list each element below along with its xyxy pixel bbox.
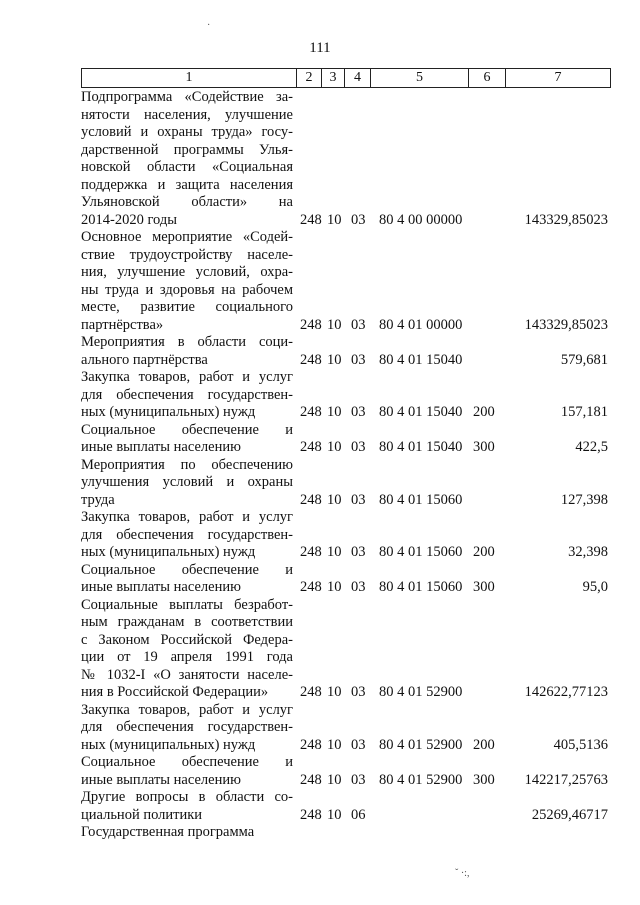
row-name-line: Социальные выплаты безработ- xyxy=(81,596,293,613)
row-name-line: Социальное обеспечение и xyxy=(81,421,293,438)
row-name-line: циальной политики xyxy=(81,806,203,823)
section-code: 10 xyxy=(327,404,342,420)
amount: 422,5 xyxy=(575,439,608,455)
amount: 25269,46717 xyxy=(531,806,608,823)
target-article-code: 80 4 01 15040 xyxy=(379,439,463,455)
amount: 157,181 xyxy=(560,404,608,420)
section-code: 10 xyxy=(327,351,342,368)
table-row xyxy=(81,824,610,842)
column-header-4: 4 xyxy=(345,69,371,88)
table-row xyxy=(81,754,610,789)
row-name-line: Мероприятия в области соци- xyxy=(81,334,293,350)
subsection-code: 03 xyxy=(351,771,366,788)
row-name-line: Основное мероприятие «Содей- xyxy=(81,229,293,245)
target-article-code: 80 4 01 52900 xyxy=(379,771,463,788)
row-name-line: труда xyxy=(81,491,115,508)
section-code: 10 xyxy=(327,211,342,228)
row-name-line: иные выплаты населению xyxy=(81,579,241,595)
table-row xyxy=(81,89,610,229)
row-name-line: нятости населения, улучшение xyxy=(81,106,293,123)
row-name-line: ального партнёрства xyxy=(81,351,208,368)
chapter-code: 248 xyxy=(300,439,322,455)
subsection-code: 03 xyxy=(351,404,366,420)
row-name-line: ны труда и здоровья на рабочем xyxy=(81,281,293,298)
column-header-2: 2 xyxy=(297,69,322,88)
row-name-line: иные выплаты населению xyxy=(81,439,241,455)
subsection-code: 03 xyxy=(351,439,366,455)
row-name-line: улучшения условий и охраны xyxy=(81,474,293,490)
row-name-line: с Законом Российской Федера- xyxy=(81,631,293,648)
chapter-code: 248 xyxy=(300,316,322,333)
chapter-code: 248 xyxy=(300,771,322,788)
table-header xyxy=(81,68,611,88)
column-header-1: 1 xyxy=(82,69,297,88)
target-article-code: 80 4 01 15060 xyxy=(379,579,463,595)
chapter-code: 248 xyxy=(300,404,322,420)
row-name-line: ния в Российской Федерации» xyxy=(81,684,269,700)
row-name xyxy=(81,334,293,369)
chapter-code: 248 xyxy=(300,544,322,560)
row-name-line: Другие вопросы в области со- xyxy=(81,789,293,805)
target-article-code: 80 4 01 52900 xyxy=(379,736,463,753)
row-name xyxy=(81,509,293,562)
amount: 405,5136 xyxy=(553,736,608,753)
row-name-line: Социальное обеспечение и xyxy=(81,561,293,578)
row-name xyxy=(81,702,293,755)
amount: 143329,85023 xyxy=(524,316,608,333)
table-row xyxy=(81,422,610,457)
chapter-code: 248 xyxy=(300,684,322,700)
column-header-3: 3 xyxy=(322,69,345,88)
table-row xyxy=(81,457,610,510)
row-name-line: 2014-2020 годы xyxy=(81,211,177,228)
row-name-line: Социальное обеспечение и xyxy=(81,754,293,770)
row-name-line: Подпрограмма «Содействие за- xyxy=(81,89,293,105)
budget-table-body xyxy=(81,89,610,842)
row-name xyxy=(81,754,293,789)
chapter-code: 248 xyxy=(300,579,322,595)
amount: 142217,25763 xyxy=(524,771,608,788)
target-article-code: 80 4 01 15060 xyxy=(379,544,463,560)
row-name-line: партнёрства» xyxy=(81,316,164,333)
scan-speck: · xyxy=(207,20,211,31)
row-name xyxy=(81,824,293,842)
row-name-line: иные выплаты населению xyxy=(81,771,241,788)
column-header-5: 5 xyxy=(371,69,469,88)
row-name-line: условий и охраны труда» госу- xyxy=(81,124,293,140)
subsection-code: 03 xyxy=(351,316,366,333)
table-row xyxy=(81,229,610,334)
table-row xyxy=(81,334,610,369)
row-name-line: поддержка и защита населения xyxy=(81,176,293,193)
column-header-7: 7 xyxy=(506,69,611,88)
row-name xyxy=(81,789,293,824)
row-name-line: для обеспечения государствен- xyxy=(81,719,293,735)
row-name-line: новской области «Социальная xyxy=(81,159,293,175)
expense-type-code: 200 xyxy=(473,736,495,753)
row-name-line: для обеспечения государствен- xyxy=(81,386,293,403)
row-name-line: для обеспечения государствен- xyxy=(81,526,293,543)
expense-type-code: 300 xyxy=(473,771,495,788)
chapter-code: 248 xyxy=(300,351,322,368)
row-name-line: ных (муниципальных) нужд xyxy=(81,544,256,560)
subsection-code: 03 xyxy=(351,579,366,595)
amount: 142622,77123 xyxy=(524,684,608,700)
section-code: 10 xyxy=(327,544,342,560)
row-name-line: Закупка товаров, работ и услуг xyxy=(81,369,293,385)
subsection-code: 03 xyxy=(351,736,366,753)
table-row xyxy=(81,597,610,702)
row-name-line: ных (муниципальных) нужд xyxy=(81,736,256,753)
table-row xyxy=(81,702,610,755)
amount: 127,398 xyxy=(560,491,608,508)
section-code: 10 xyxy=(327,806,342,823)
table-row xyxy=(81,369,610,422)
row-name-line: ции от 19 апреля 1991 года xyxy=(81,649,293,665)
subsection-code: 03 xyxy=(351,491,366,508)
subsection-code: 03 xyxy=(351,684,366,700)
section-code: 10 xyxy=(327,771,342,788)
row-name xyxy=(81,562,293,597)
target-article-code: 80 4 01 15040 xyxy=(379,404,463,420)
target-article-code: 80 4 01 15060 xyxy=(379,491,463,508)
column-header-6: 6 xyxy=(469,69,506,88)
chapter-code: 248 xyxy=(300,211,322,228)
expense-type-code: 200 xyxy=(473,544,495,560)
table-row xyxy=(81,789,610,824)
row-name-line: ния, улучшение условий, охра- xyxy=(81,264,293,280)
chapter-code: 248 xyxy=(300,806,322,823)
expense-type-code: 300 xyxy=(473,579,495,595)
expense-type-code: 300 xyxy=(473,439,495,455)
row-name xyxy=(81,229,293,334)
scan-speck: ˇ ·:, xyxy=(455,868,470,879)
row-name-line: дарственной программы Улья- xyxy=(81,141,293,158)
target-article-code: 80 4 01 52900 xyxy=(379,684,463,700)
row-name-line: Закупка товаров, работ и услуг xyxy=(81,701,293,718)
table-row xyxy=(81,509,610,562)
row-name-line: Государственная программа xyxy=(81,824,255,840)
section-code: 10 xyxy=(327,491,342,508)
subsection-code: 06 xyxy=(351,806,366,823)
row-name xyxy=(81,89,293,229)
target-article-code: 80 4 01 15040 xyxy=(379,351,463,368)
row-name-line: месте, развитие социального xyxy=(81,299,293,315)
row-name-line: № 1032-I «О занятости населе- xyxy=(81,666,293,683)
amount: 143329,85023 xyxy=(524,211,608,228)
section-code: 10 xyxy=(327,736,342,753)
table-row xyxy=(81,562,610,597)
subsection-code: 03 xyxy=(351,351,366,368)
target-article-code: 80 4 00 00000 xyxy=(379,211,463,228)
amount: 579,681 xyxy=(560,351,608,368)
section-code: 10 xyxy=(327,579,342,595)
row-name xyxy=(81,597,293,702)
target-article-code: 80 4 01 00000 xyxy=(379,316,463,333)
row-name-line: ных (муниципальных) нужд xyxy=(81,404,256,420)
page-number: 111 xyxy=(309,40,331,56)
row-name-line: Закупка товаров, работ и услуг xyxy=(81,509,293,525)
chapter-code: 248 xyxy=(300,491,322,508)
subsection-code: 03 xyxy=(351,544,366,560)
row-name xyxy=(81,422,293,457)
section-code: 10 xyxy=(327,316,342,333)
row-name-line: ным гражданам в соответствии xyxy=(81,614,293,630)
row-name-line: ствие трудоустройству населе- xyxy=(81,246,293,263)
amount: 32,398 xyxy=(568,544,608,560)
amount: 95,0 xyxy=(582,579,608,595)
subsection-code: 03 xyxy=(351,211,366,228)
section-code: 10 xyxy=(327,684,342,700)
row-name-line: Мероприятия по обеспечению xyxy=(81,456,293,473)
row-name xyxy=(81,369,293,422)
row-name-line: Ульяновской области» на xyxy=(81,194,293,210)
expense-type-code: 200 xyxy=(473,404,495,420)
section-code: 10 xyxy=(327,439,342,455)
row-name xyxy=(81,457,293,510)
chapter-code: 248 xyxy=(300,736,322,753)
